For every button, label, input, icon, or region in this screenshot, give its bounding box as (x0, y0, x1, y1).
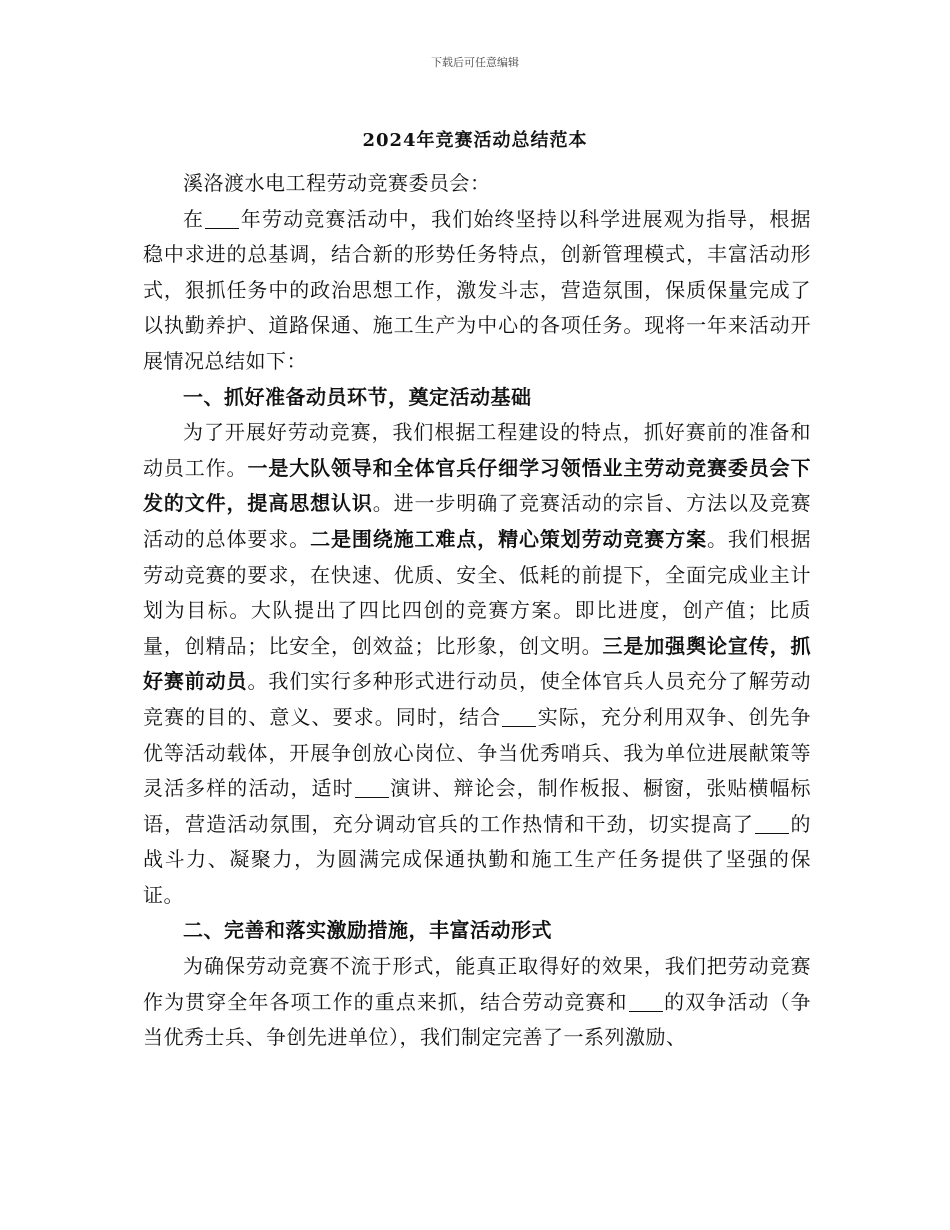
section-1-text-6: 演讲、辩论会，制作板报、橱窗，张贴横幅标语，营造活动氛围，充分调动官兵的工作热情和干劲，切实提高了 (143, 776, 812, 836)
section-1-point-2: 二是围绕施工难点，精心策划劳动竞赛方案 (310, 526, 707, 551)
section-1-paragraph (143, 415, 811, 913)
fill-blank (502, 706, 536, 727)
intro-text-b: 年劳动竞赛活动中，我们始终坚持以科学进展观为指导，根据稳中求进的总基调，结合新的形势任务特点，创新管理模式，丰富活动形式，狠抓任务中的政治思想工作，激发斗志，营造氛围，保质保量完成了以执勤养护、道路保通、施工生产为中心的各项任务。现将一年来活动开展情况总结如下： (143, 206, 812, 373)
page-header: 下载后可任意编辑 (431, 56, 519, 69)
section-2-text-2: 的双争活动（争当优秀士兵、争创先进单位），我们制定完善了一系列激励、 (143, 989, 812, 1050)
fill-blank (755, 813, 789, 834)
section-2-paragraph (143, 949, 811, 1056)
section-1-text-4: 。我们实行多种形式进行动员，使全体官兵人员充分了解劳动竞赛的目的、意义、要求。同时，结合 (143, 669, 812, 729)
section-1-point-3: 三是加强舆论宣传，抓好赛前动员 (143, 633, 811, 694)
section-1-point-1: 一是大队领导和全体官兵仔细学习领悟业主劳动竞赛委员会下发的文件，提高思想认识 (143, 455, 812, 516)
intro-paragraph (143, 202, 811, 380)
section-2-heading: 二、完善和落实激励措施，丰富活动形式 (183, 918, 552, 943)
section-1-text-3: 。我们根据劳动竞赛的要求，在快速、优质、安全、低耗的前提下，全面完成业主计划为目标。大队提出了四比四创的竞赛方案。即比进度，创产值；比质量，创精品；比安全，创效益；比形象，创文明。 (143, 526, 812, 658)
section-1-text-5: 实际，充分利用双争、创先争优等活动载体，开展争创放心岗位、争当优秀哨兵、我为单位进展献策等灵活多样的活动，适时 (143, 704, 812, 801)
fill-blank (629, 991, 663, 1012)
document-body (143, 166, 811, 1056)
salutation: 溪洛渡水电工程劳动竞赛委员会： (183, 171, 491, 195)
fill-blank (355, 777, 389, 798)
section-1-text-7: 的战斗力、凝聚力，为圆满完成保通执勤和施工生产任务提供了坚强的保证。 (143, 811, 812, 907)
section-2-text-1: 为确保劳动竞赛不流于形式，能真正取得好的效果，我们把劳动竞赛作为贯穿全年各项工作的重点来抓，结合劳动竞赛和 (143, 954, 811, 1014)
document-title: 2024年竞赛活动总结范本 (362, 130, 588, 151)
section-1-text-1: 为了开展好劳动竞赛，我们根据工程建设的特点，抓好赛前的准备和动员工作。 (143, 420, 811, 480)
section-1-text-2: 。进一步明确了竞赛活动的宗旨、方法以及竞赛活动的总体要求。 (143, 491, 812, 551)
intro-text-a: 在 (183, 206, 205, 231)
section-1-heading: 一、抓好准备动员环节，奠定活动基础 (183, 384, 532, 409)
fill-blank (205, 208, 239, 229)
